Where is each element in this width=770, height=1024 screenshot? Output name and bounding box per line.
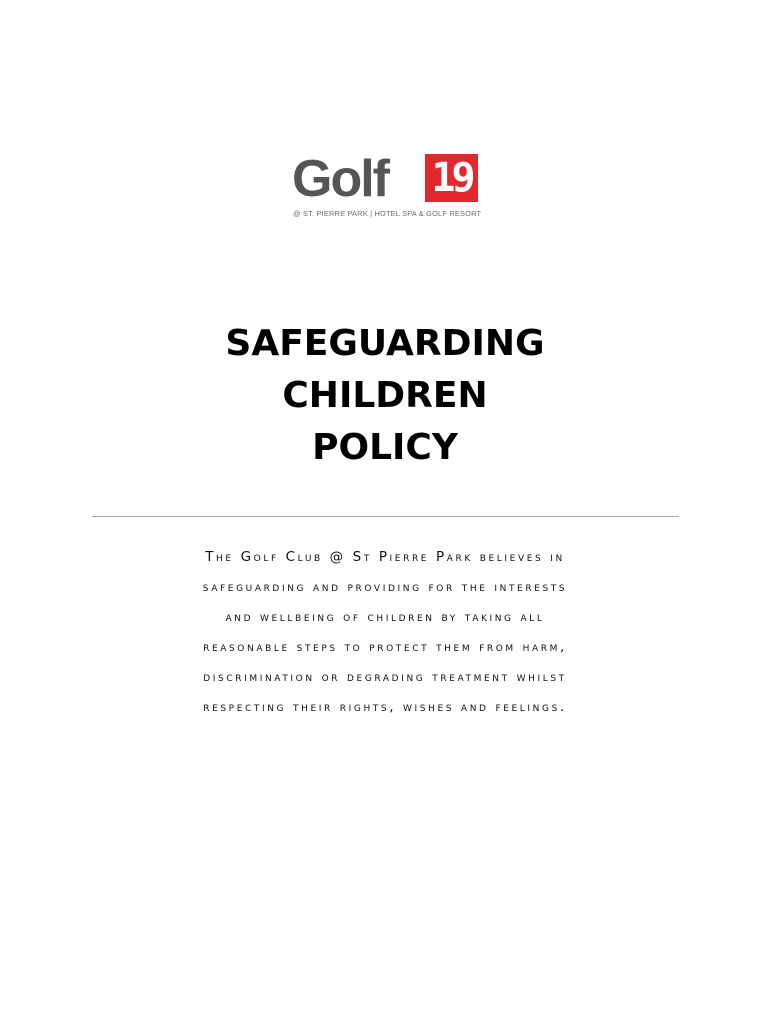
statement-line: reasonable steps to protect them from harm, <box>203 639 567 655</box>
title-line: SAFEGUARDING <box>225 323 545 364</box>
statement-line: respecting their rights, wishes and feelings. <box>203 699 567 715</box>
statement-line: and wellbeing of children by taking all <box>225 609 545 625</box>
policy-title <box>0 318 770 474</box>
logo-badge-19: 19 <box>425 154 478 202</box>
title-line: POLICY <box>312 427 458 468</box>
logo-wordmark: Golf <box>292 150 388 208</box>
horizontal-divider <box>92 516 679 517</box>
statement-line: The Golf Club @ St Pierre Park believes in <box>205 549 565 565</box>
logo-tagline: @ ST. PIERRE PARK | HOTEL SPA & GOLF RESORT <box>293 209 482 218</box>
policy-statement <box>80 542 690 722</box>
golf19-logo <box>292 150 482 230</box>
statement-line: discrimination or degrading treatment whilst <box>203 669 567 685</box>
statement-line: safeguarding and providing for the interests <box>202 579 568 595</box>
title-line: CHILDREN <box>282 375 488 416</box>
